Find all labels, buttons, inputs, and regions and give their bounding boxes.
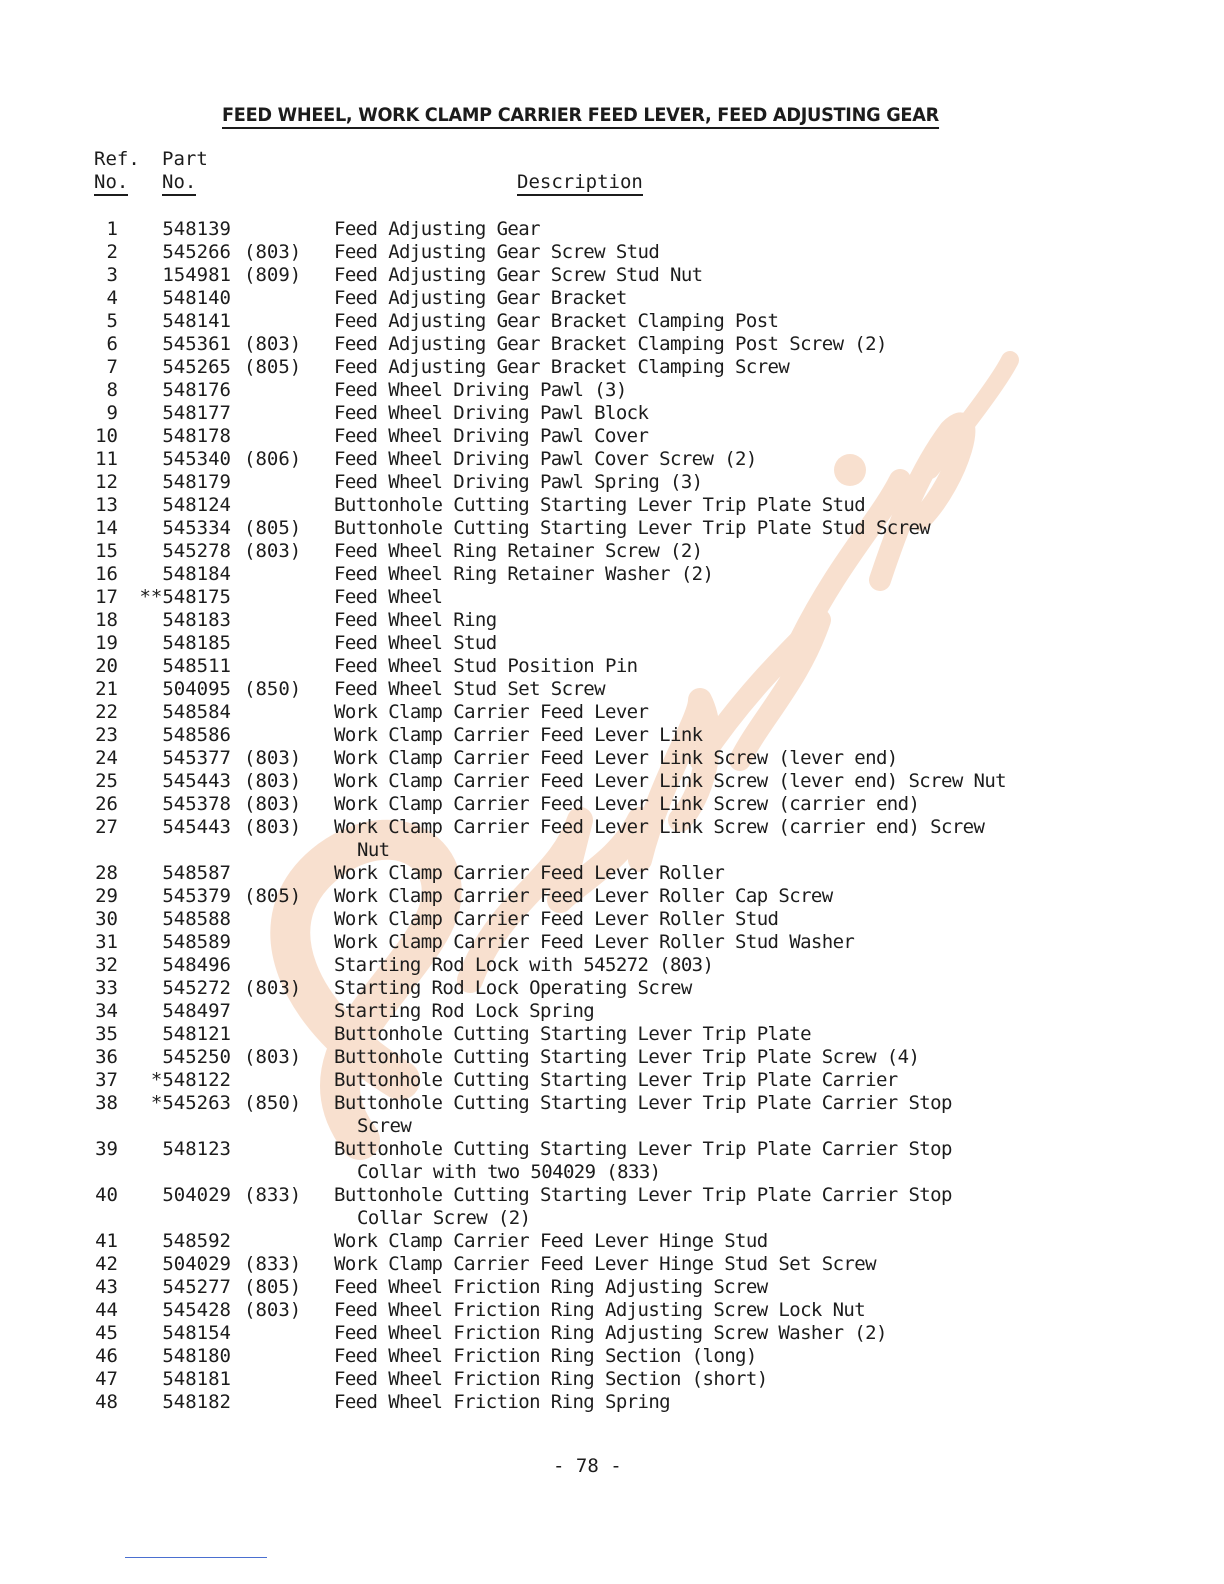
part-description: Feed Wheel Stud (334, 632, 497, 654)
part-code: (805) (244, 1276, 302, 1298)
part-description: Feed Adjusting Gear Bracket Clamping Post (334, 310, 779, 332)
part-number: 548185 (162, 632, 231, 654)
part-number: 548139 (162, 218, 231, 240)
part-description: Feed Wheel Driving Pawl (3) (334, 379, 627, 401)
ref-number: 14 (95, 517, 118, 539)
part-description: Feed Adjusting Gear Bracket Clamping Post Screw (2) (334, 333, 887, 355)
part-description: Work Clamp Carrier Feed Lever Link Screw (carrier end) (334, 793, 920, 815)
part-number: 548141 (162, 310, 231, 332)
part-code: (803) (244, 770, 302, 792)
part-code: (850) (244, 678, 302, 700)
part-number: 548140 (162, 287, 231, 309)
ref-number: 31 (95, 931, 118, 953)
ref-number: 6 (106, 333, 118, 355)
part-number: 545277 (162, 1276, 231, 1298)
ref-number: 29 (95, 885, 118, 907)
ref-number: 9 (106, 402, 118, 424)
part-row (0, 701, 1224, 724)
part-code: (803) (244, 540, 302, 562)
part-description: Feed Wheel Stud Position Pin (334, 655, 638, 677)
part-number: 545379 (162, 885, 231, 907)
part-row (0, 1368, 1224, 1391)
ref-number: 32 (95, 954, 118, 976)
part-row (0, 1276, 1224, 1299)
part-row (0, 1092, 1224, 1138)
part-description: Work Clamp Carrier Feed Lever Hinge Stud Set Screw (334, 1253, 876, 1275)
part-description: Feed Wheel Ring Retainer Screw (2) (334, 540, 703, 562)
part-number: 548180 (162, 1345, 231, 1367)
part-row (0, 793, 1224, 816)
part-description: Buttonhole Cutting Starting Lever Trip Plate Carrier Stop (334, 1092, 952, 1114)
part-description: Feed Wheel (334, 586, 443, 608)
part-description: Feed Wheel Stud Set Screw (334, 678, 605, 700)
part-row (0, 747, 1224, 770)
part-number: 545250 (162, 1046, 231, 1068)
page-title: FEED WHEEL, WORK CLAMP CARRIER FEED LEVER, FEED ADJUSTING GEAR (222, 104, 939, 129)
part-description: Work Clamp Carrier Feed Lever Hinge Stud (334, 1230, 768, 1252)
part-number: 548176 (162, 379, 231, 401)
part-description: Feed Wheel Ring (334, 609, 497, 631)
part-row (0, 655, 1224, 678)
part-number: 545278 (162, 540, 231, 562)
part-number: 548123 (162, 1138, 231, 1160)
part-row (0, 862, 1224, 885)
ref-number: 41 (95, 1230, 118, 1252)
part-number: *545263 (150, 1092, 231, 1114)
part-row (0, 1253, 1224, 1276)
part-description-continued: Collar Screw (2) (357, 1207, 531, 1229)
ref-number: 34 (95, 1000, 118, 1022)
ref-number: 4 (106, 287, 118, 309)
part-number: 545428 (162, 1299, 231, 1321)
part-number: 545272 (162, 977, 231, 999)
ref-number: 38 (95, 1092, 118, 1114)
part-row (0, 724, 1224, 747)
ref-number: 11 (95, 448, 118, 470)
part-number: 548183 (162, 609, 231, 631)
part-number: 504095 (162, 678, 231, 700)
parts-list (0, 218, 1224, 1414)
part-row (0, 977, 1224, 1000)
ref-number: 30 (95, 908, 118, 930)
part-number: 504029 (162, 1253, 231, 1275)
part-row (0, 563, 1224, 586)
part-number: 548586 (162, 724, 231, 746)
part-row (0, 540, 1224, 563)
part-row (0, 1023, 1224, 1046)
ref-number: 21 (95, 678, 118, 700)
ref-number: 46 (95, 1345, 118, 1367)
part-description-continued: Collar with two 504029 (833) (357, 1161, 661, 1183)
part-number: 548154 (162, 1322, 231, 1344)
part-code: (805) (244, 356, 302, 378)
part-row (0, 333, 1224, 356)
part-description: Feed Wheel Friction Ring Section (short) (334, 1368, 768, 1390)
ref-number: 42 (95, 1253, 118, 1275)
part-number: 548178 (162, 425, 231, 447)
part-number: 548497 (162, 1000, 231, 1022)
part-code: (803) (244, 241, 302, 263)
part-number: 504029 (162, 1184, 231, 1206)
part-row (0, 517, 1224, 540)
part-row (0, 1322, 1224, 1345)
part-number: 545443 (162, 816, 231, 838)
ref-number: 44 (95, 1299, 118, 1321)
ref-number: 35 (95, 1023, 118, 1045)
part-description-continued: Screw (357, 1115, 412, 1137)
part-row (0, 241, 1224, 264)
ref-number: 10 (95, 425, 118, 447)
part-description: Buttonhole Cutting Starting Lever Trip Plate Stud (334, 494, 866, 516)
ref-header-underlined: No. (94, 171, 128, 196)
part-number: 548587 (162, 862, 231, 884)
part-number: 548179 (162, 471, 231, 493)
part-code: (833) (244, 1184, 302, 1206)
part-row (0, 1345, 1224, 1368)
part-row (0, 1299, 1224, 1322)
part-description: Work Clamp Carrier Feed Lever Link Screw (lever end) (334, 747, 898, 769)
part-description: Feed Wheel Friction Ring Section (long) (334, 1345, 757, 1367)
part-description: Feed Wheel Driving Pawl Cover Screw (2) (334, 448, 757, 470)
ref-number: 45 (95, 1322, 118, 1344)
part-description: Feed Wheel Driving Pawl Spring (3) (334, 471, 703, 493)
part-description: Feed Adjusting Gear Screw Stud Nut (334, 264, 703, 286)
part-description: Work Clamp Carrier Feed Lever Roller Cap Screw (334, 885, 833, 907)
part-code: (850) (244, 1092, 302, 1114)
ref-number: 39 (95, 1138, 118, 1160)
part-row (0, 1391, 1224, 1414)
part-description: Feed Wheel Friction Ring Adjusting Screw Washer (2) (334, 1322, 887, 1344)
part-code: (833) (244, 1253, 302, 1275)
part-description: Buttonhole Cutting Starting Lever Trip Plate Screw (4) (334, 1046, 920, 1068)
part-header-underlined: No. (162, 171, 196, 196)
part-number: 545334 (162, 517, 231, 539)
part-number: 548184 (162, 563, 231, 585)
part-description: Feed Wheel Friction Ring Adjusting Screw Lock Nut (334, 1299, 866, 1321)
part-description: Feed Adjusting Gear Screw Stud (334, 241, 660, 263)
part-row (0, 1069, 1224, 1092)
ref-number: 47 (95, 1368, 118, 1390)
part-description: Starting Rod Lock Spring (334, 1000, 595, 1022)
part-description: Starting Rod Lock Operating Screw (334, 977, 692, 999)
ref-number: 17 (95, 586, 118, 608)
part-number: 154981 (162, 264, 231, 286)
footer-rule (125, 1557, 267, 1558)
part-description: Feed Wheel Ring Retainer Washer (2) (334, 563, 714, 585)
part-description: Buttonhole Cutting Starting Lever Trip Plate Stud Screw (334, 517, 931, 539)
description-header-underlined: Description (517, 171, 643, 196)
part-number: 545265 (162, 356, 231, 378)
part-description: Feed Adjusting Gear (334, 218, 540, 240)
part-row (0, 1046, 1224, 1069)
ref-number: 48 (95, 1391, 118, 1413)
ref-number: 33 (95, 977, 118, 999)
ref-number: 22 (95, 701, 118, 723)
part-number: 548584 (162, 701, 231, 723)
part-row (0, 1000, 1224, 1023)
part-row (0, 448, 1224, 471)
part-row (0, 287, 1224, 310)
part-description: Work Clamp Carrier Feed Lever Roller (334, 862, 725, 884)
part-row (0, 1184, 1224, 1230)
part-row (0, 379, 1224, 402)
part-code: (803) (244, 793, 302, 815)
ref-number: 12 (95, 471, 118, 493)
part-row (0, 402, 1224, 425)
ref-number: 5 (106, 310, 118, 332)
part-description: Buttonhole Cutting Starting Lever Trip Plate (334, 1023, 811, 1045)
part-number: 548177 (162, 402, 231, 424)
part-number: 548182 (162, 1391, 231, 1413)
part-number: 545340 (162, 448, 231, 470)
part-code: (803) (244, 1046, 302, 1068)
part-number: 545378 (162, 793, 231, 815)
part-row (0, 609, 1224, 632)
part-row (0, 816, 1224, 862)
part-number: 548511 (162, 655, 231, 677)
part-description: Buttonhole Cutting Starting Lever Trip Plate Carrier Stop (334, 1184, 952, 1206)
part-description: Feed Wheel Friction Ring Spring (334, 1391, 671, 1413)
part-code: (803) (244, 1299, 302, 1321)
page-number: - 78 - (553, 1455, 622, 1477)
ref-header-line1: Ref. (94, 148, 140, 170)
description-header (517, 171, 643, 194)
ref-number: 24 (95, 747, 118, 769)
part-code: (806) (244, 448, 302, 470)
ref-number: 25 (95, 770, 118, 792)
ref-number: 37 (95, 1069, 118, 1091)
ref-number: 20 (95, 655, 118, 677)
ref-number: 43 (95, 1276, 118, 1298)
part-number: 548124 (162, 494, 231, 516)
part-description: Buttonhole Cutting Starting Lever Trip Plate Carrier Stop (334, 1138, 952, 1160)
ref-number: 16 (95, 563, 118, 585)
part-description: Feed Adjusting Gear Bracket (334, 287, 627, 309)
ref-number: 13 (95, 494, 118, 516)
part-number: *548122 (150, 1069, 231, 1091)
ref-number: 8 (106, 379, 118, 401)
part-row (0, 1138, 1224, 1184)
part-row (0, 425, 1224, 448)
part-row (0, 586, 1224, 609)
part-description: Work Clamp Carrier Feed Lever Link Screw (lever end) Screw Nut (334, 770, 1007, 792)
part-number: 545443 (162, 770, 231, 792)
part-row (0, 885, 1224, 908)
ref-number: 40 (95, 1184, 118, 1206)
part-code: (809) (244, 264, 302, 286)
ref-number: 27 (95, 816, 118, 838)
part-code: (805) (244, 885, 302, 907)
part-row (0, 931, 1224, 954)
part-row (0, 310, 1224, 333)
part-description-continued: Nut (357, 839, 390, 861)
part-code: (803) (244, 977, 302, 999)
part-number: **548175 (139, 586, 231, 608)
part-row (0, 1230, 1224, 1253)
part-description: Buttonhole Cutting Starting Lever Trip Plate Carrier (334, 1069, 898, 1091)
part-row (0, 356, 1224, 379)
part-row (0, 908, 1224, 931)
part-number: 545266 (162, 241, 231, 263)
ref-number: 23 (95, 724, 118, 746)
ref-number: 1 (106, 218, 118, 240)
ref-number: 2 (106, 241, 118, 263)
ref-number: 26 (95, 793, 118, 815)
part-row (0, 678, 1224, 701)
part-description: Work Clamp Carrier Feed Lever (334, 701, 649, 723)
part-number: 545361 (162, 333, 231, 355)
part-description: Feed Wheel Friction Ring Adjusting Screw (334, 1276, 768, 1298)
part-code: (805) (244, 517, 302, 539)
part-description: Starting Rod Lock with 545272 (803) (334, 954, 714, 976)
part-number: 548181 (162, 1368, 231, 1390)
ref-number: 15 (95, 540, 118, 562)
part-number: 548496 (162, 954, 231, 976)
part-number: 545377 (162, 747, 231, 769)
part-row (0, 264, 1224, 287)
part-row (0, 218, 1224, 241)
ref-header-line2 (94, 171, 128, 194)
part-number: 548121 (162, 1023, 231, 1045)
part-number: 548589 (162, 931, 231, 953)
part-description: Work Clamp Carrier Feed Lever Roller Stud (334, 908, 779, 930)
part-row (0, 632, 1224, 655)
part-description: Feed Wheel Driving Pawl Cover (334, 425, 649, 447)
part-row (0, 954, 1224, 977)
ref-number: 18 (95, 609, 118, 631)
part-header-line2 (162, 171, 196, 194)
part-number: 548588 (162, 908, 231, 930)
part-row (0, 494, 1224, 517)
ref-number: 28 (95, 862, 118, 884)
ref-number: 7 (106, 356, 118, 378)
part-code: (803) (244, 747, 302, 769)
part-description: Work Clamp Carrier Feed Lever Link Screw (carrier end) Screw (334, 816, 985, 838)
ref-number: 19 (95, 632, 118, 654)
part-code: (803) (244, 816, 302, 838)
part-header-line1: Part (162, 148, 208, 170)
part-row (0, 471, 1224, 494)
part-description: Feed Wheel Driving Pawl Block (334, 402, 649, 424)
part-description: Feed Adjusting Gear Bracket Clamping Screw (334, 356, 790, 378)
part-description: Work Clamp Carrier Feed Lever Link (334, 724, 703, 746)
part-number: 548592 (162, 1230, 231, 1252)
part-code: (803) (244, 333, 302, 355)
ref-number: 3 (106, 264, 118, 286)
part-description: Work Clamp Carrier Feed Lever Roller Stud Washer (334, 931, 855, 953)
ref-number: 36 (95, 1046, 118, 1068)
part-row (0, 770, 1224, 793)
